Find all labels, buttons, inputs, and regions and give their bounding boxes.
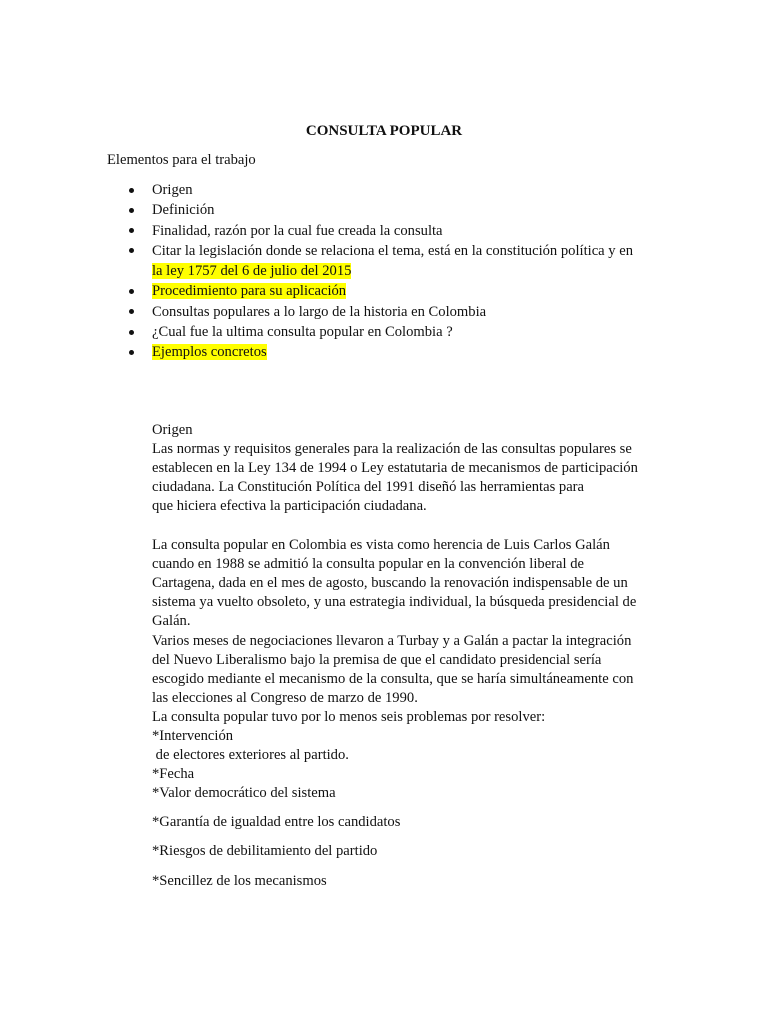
paragraph-line: Varios meses de negociaciones llevaron a Turbay y a Galán a pactar la integración xyxy=(152,632,632,649)
paragraph-spacer xyxy=(152,832,672,842)
problems-intro: La consulta popular tuvo por lo menos seis problemas por resolver: xyxy=(152,708,546,725)
bullet-icon xyxy=(129,208,134,213)
bullet-icon xyxy=(129,188,134,193)
intro-text: Elementos para el trabajo xyxy=(107,152,256,168)
paragraph-line: escogido mediante el mecanismo de la consulta, que se haría simultáneamente con xyxy=(152,670,634,687)
section-heading: Origen xyxy=(152,422,193,438)
problem-item: *Fecha xyxy=(152,766,195,783)
problem-item: *Intervención xyxy=(152,728,234,744)
list-item xyxy=(107,342,667,362)
document-title: CONSULTA POPULAR xyxy=(305,123,463,139)
problem-item: *Garantía de igualdad entre los candidatos xyxy=(152,814,401,831)
paragraph-line: ciudadana. La Constitución Política del 1991 diseñó las herramientas para xyxy=(152,479,585,496)
list-item: Origen xyxy=(107,180,667,200)
paragraph-line: las elecciones al Congreso de marzo de 1990. xyxy=(152,689,418,706)
list-item: Citar la legislación donde se relaciona el tema, está en la constitución política y en la ley 1757 del 6 de julio del 2015 xyxy=(107,241,667,282)
problem-item: *Sencillez de los mecanismos xyxy=(152,872,327,889)
paragraph-line: establecen en la Ley 134 de 1994 o Ley estatutaria de mecanismos de participación xyxy=(152,460,638,477)
paragraph-line: cuando en 1988 se admitió la consulta popular en la convención liberal de xyxy=(152,556,584,573)
problem-item: *Valor democrático del sistema xyxy=(152,785,336,802)
list-item: Definición xyxy=(107,200,667,220)
paragraph-spacer xyxy=(152,803,672,813)
paragraph-spacer xyxy=(152,516,672,536)
bullet-icon xyxy=(129,228,134,233)
paragraph-line: Las normas y requisitos generales para la realización de las consultas populares se xyxy=(152,441,632,458)
paragraph-line: que hiciera efectiva la participación ciudadana. xyxy=(152,498,427,515)
bullet-icon xyxy=(129,289,134,294)
highlighted-text: la ley 1757 del 6 de julio del 2015 xyxy=(152,263,352,280)
paragraph-line: La consulta popular en Colombia es vista como herencia de Luis Carlos Galán xyxy=(152,537,610,554)
paragraph-spacer xyxy=(152,862,672,872)
bullet-icon xyxy=(129,248,134,253)
highlighted-text: Procedimiento para su aplicación xyxy=(152,283,347,300)
bullet-icon xyxy=(129,309,134,314)
paragraph-line: sistema ya vuelto obsoleto, y una estrategia individual, la búsqueda presidencial de xyxy=(152,594,637,611)
paragraph-line: Cartagena, dada en el mes de agosto, buscando la renovación indispensable de un xyxy=(152,575,628,592)
elements-list xyxy=(107,180,667,363)
list-item: Finalidad, razón por la cual fue creada la consulta xyxy=(107,221,667,241)
list-item: Consultas populares a lo largo de la historia en Colombia xyxy=(107,302,667,322)
highlighted-text: Ejemplos concretos xyxy=(152,344,267,361)
bullet-icon xyxy=(129,350,134,355)
problem-item: de electores exteriores al partido. xyxy=(152,747,349,764)
document-body xyxy=(152,421,672,891)
bullet-icon xyxy=(129,330,134,335)
list-item xyxy=(107,281,667,301)
list-item: ¿Cual fue la ultima consulta popular en Colombia ? xyxy=(107,322,667,342)
paragraph-line: Galán. xyxy=(152,613,191,630)
paragraph-line: del Nuevo Liberalismo bajo la premisa de que el candidato presidencial sería xyxy=(152,651,602,668)
problem-item: *Riesgos de debilitamiento del partido xyxy=(152,843,378,860)
